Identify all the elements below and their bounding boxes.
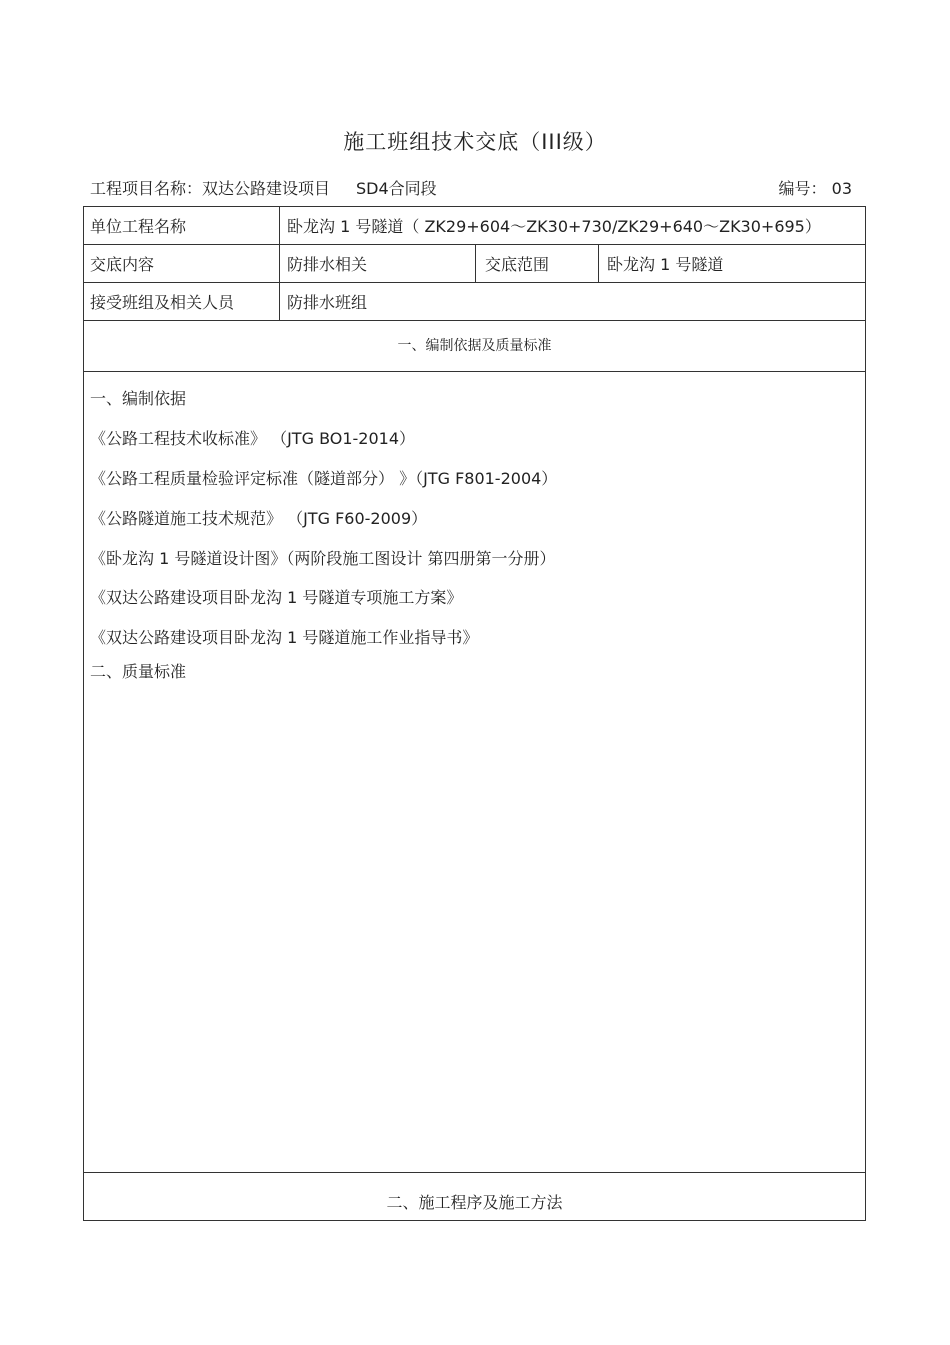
- column-divider: [279, 206, 280, 320]
- section2-heading: 二、施工程序及施工方法: [386, 1193, 563, 1212]
- team-value: 防排水班组: [287, 293, 368, 312]
- section1-heading: 一、编制依据及质量标准: [397, 338, 552, 354]
- reference-item: 《公路隧道施工技术规范》 （JTG F60-2009）: [90, 509, 428, 528]
- contract-section: SD4合同段: [356, 179, 437, 198]
- reference-item: 《双达公路建设项目卧龙沟 1 号隧道施工作业指导书》: [90, 628, 479, 647]
- project-name-line: [90, 176, 437, 199]
- content-value: 防排水相关: [287, 255, 368, 274]
- document-title: 施工班组技术交底（III级）: [343, 130, 607, 154]
- team-label: 接受班组及相关人员: [90, 293, 235, 312]
- serial-number: 编号： 03: [778, 179, 852, 198]
- unit-project-label: 单位工程名称: [90, 217, 187, 236]
- row-divider: [83, 371, 866, 372]
- scope-value: 卧龙沟 1 号隧道: [607, 255, 724, 274]
- scope-label: 交底范围: [485, 255, 550, 274]
- row-divider: [83, 1172, 866, 1173]
- quality-standard-title: 二、质量标准: [90, 662, 187, 681]
- row-divider: [83, 282, 866, 283]
- disclosure-table: [83, 206, 866, 1221]
- reference-item: 《公路工程技术收标准》 （JTG BO1-2014）: [90, 429, 416, 448]
- reference-item: 《公路工程质量检验评定标准（隧道部分） 》（JTG F801-2004）: [90, 469, 558, 488]
- column-divider: [475, 244, 476, 282]
- column-divider: [598, 244, 599, 282]
- project-name: 工程项目名称：双达公路建设项目: [90, 179, 331, 198]
- reference-item: 《卧龙沟 1 号隧道设计图》（两阶段施工图设计 第四册第一分册）: [90, 549, 556, 568]
- content-label: 交底内容: [90, 255, 155, 274]
- reference-item: 《双达公路建设项目卧龙沟 1 号隧道专项施工方案》: [90, 588, 463, 607]
- row-divider: [83, 320, 866, 321]
- unit-project-value: 卧龙沟 1 号隧道（ ZK29+604～ZK30+730/ZK29+640～ZK30+695）: [287, 217, 821, 236]
- basis-title: 一、编制依据: [90, 389, 187, 408]
